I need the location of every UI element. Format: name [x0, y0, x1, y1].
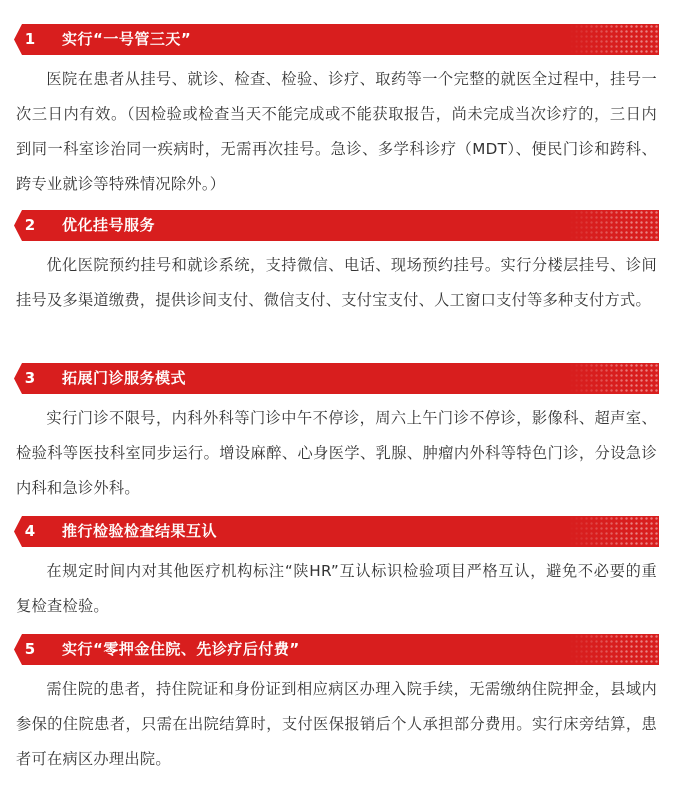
number-badge: 4 [14, 516, 46, 547]
section-header [14, 210, 659, 241]
section-body: 优化医院预约挂号和就诊系统，支持微信、电话、现场预约挂号。实行分楼层挂号、诊间挂号及多渠道缴费，提供诊间支付、微信支付、支付宝支付、人工窗口支付等多种支付方式。 [16, 256, 657, 309]
section-header [14, 24, 659, 55]
section-5 [0, 634, 673, 777]
section-title: 实行“一号管三天” [62, 30, 192, 48]
section-3 [0, 363, 673, 506]
section-title: 推行检验检查结果互认 [62, 522, 218, 540]
section-body: 需住院的患者，持住院证和身份证到相应病区办理入院手续，无需缴纳住院押金，县域内参保的住院患者，只需在出院结算时，支付医保报销后个人承担部分费用。实行床旁结算，患者可在病区办理出院。 [16, 680, 657, 768]
section-body: 医院在患者从挂号、就诊、检查、检验、诊疗、取药等一个完整的就医全过程中，挂号一次三日内有效。（因检验或检查当天不能完成或不能获取报告，尚未完成当次诊疗的，三日内到同一科室诊治同一疾病时，无需再次挂号。急诊、多学科诊疗（MDT）、便民门诊和跨科、跨专业就诊等特殊情况除外。） [16, 70, 657, 193]
number-badge: 1 [14, 24, 46, 55]
section-1 [0, 24, 673, 202]
section-4 [0, 516, 673, 624]
section-body: 在规定时间内对其他医疗机构标注“陕HR”互认标识检验项目严格互认，避免不必要的重复检查检验。 [16, 562, 657, 615]
number-badge: 2 [14, 210, 46, 241]
section-2 [0, 210, 673, 318]
section-title: 优化挂号服务 [62, 216, 156, 234]
number-badge: 3 [14, 363, 46, 394]
section-header [14, 634, 659, 665]
section-title: 实行“零押金住院、先诊疗后付费” [62, 640, 300, 658]
section-header [14, 516, 659, 547]
section-body: 实行门诊不限号，内科外科等门诊中午不停诊，周六上午门诊不停诊，影像科、超声室、检验科等医技科室同步运行。增设麻醉、心身医学、乳腺、肿瘤内外科等特色门诊，分设急诊内科和急诊外科。 [16, 409, 657, 497]
section-header [14, 363, 659, 394]
number-badge: 5 [14, 634, 46, 665]
section-title: 拓展门诊服务模式 [62, 369, 187, 387]
